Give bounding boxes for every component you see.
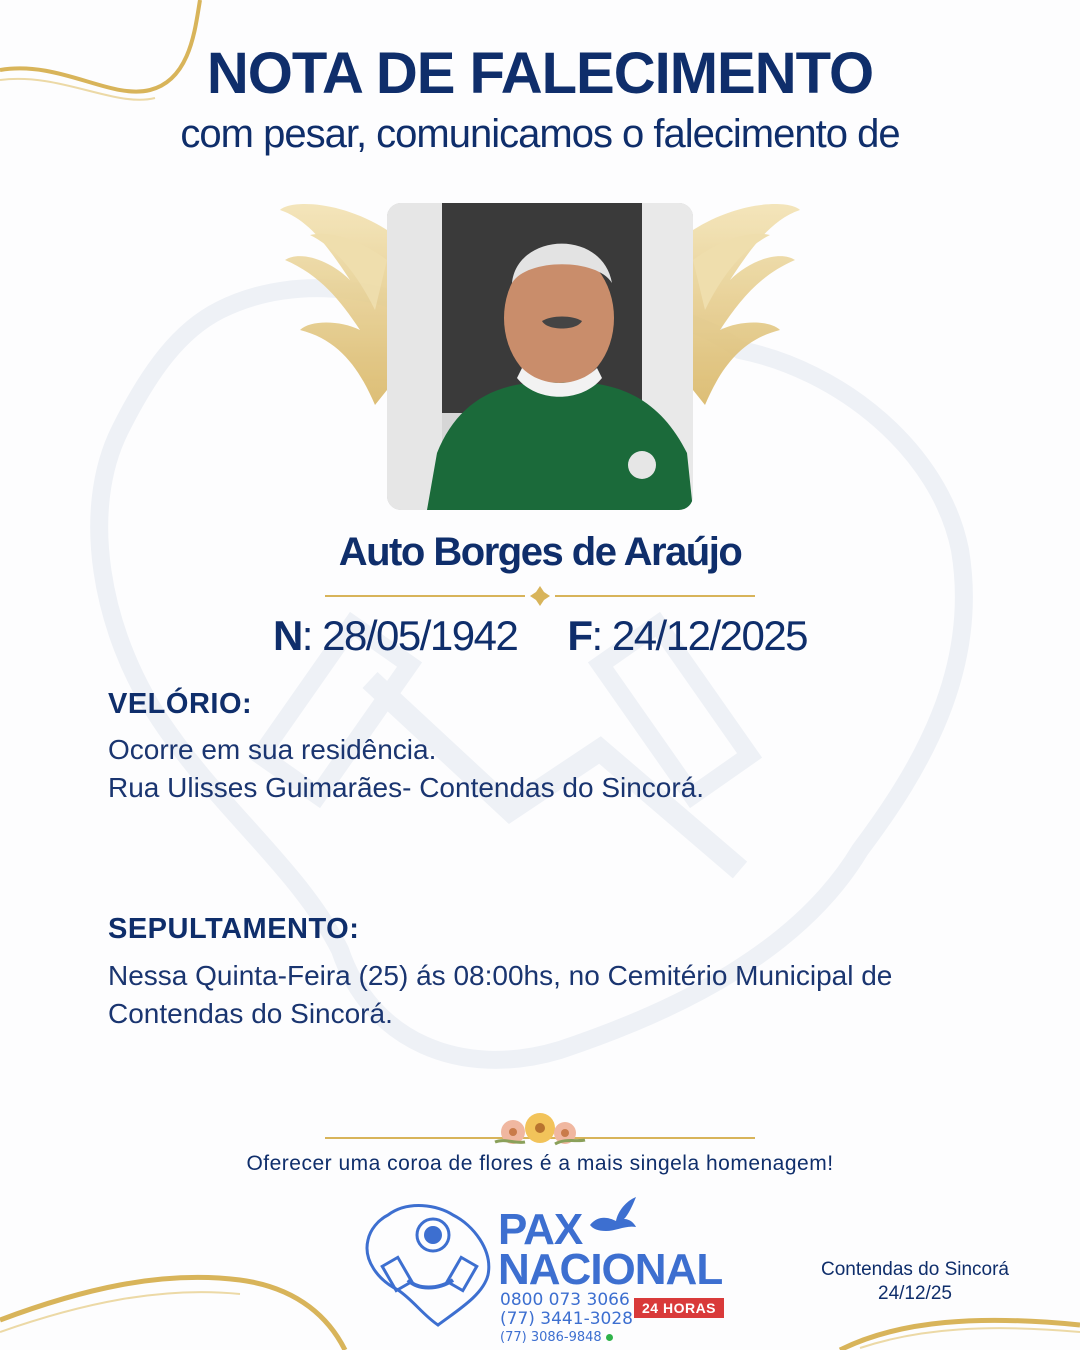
phone-tollfree[interactable]: 0800 073 3066 bbox=[500, 1290, 630, 1310]
location-date bbox=[800, 1258, 1030, 1306]
pax-nacional-emblem-icon bbox=[358, 1195, 498, 1330]
publish-date: 24/12/25 bbox=[878, 1283, 952, 1304]
dove-icon bbox=[588, 1195, 638, 1235]
burial-details bbox=[108, 957, 988, 1033]
flowers-divider bbox=[325, 1108, 755, 1158]
brand-name-line1: PAX bbox=[498, 1205, 583, 1254]
life-dates bbox=[0, 612, 1080, 660]
wake-heading: VELÓRIO: bbox=[108, 688, 253, 720]
wake-details bbox=[108, 731, 988, 807]
burial-heading: SEPULTAMENTO: bbox=[108, 913, 360, 945]
page-title: NOTA DE FALECIMENTO bbox=[206, 41, 874, 106]
whatsapp-icon bbox=[606, 1334, 613, 1341]
burial-line: Contendas do Sincorá. bbox=[108, 998, 393, 1029]
location-name: Contendas do Sincorá bbox=[820, 1259, 1009, 1280]
burial-line: Nessa Quinta-Feira (25) ás 08:00hs, no Cemitério Municipal de bbox=[108, 960, 893, 991]
bottom-left-swoosh bbox=[0, 1270, 360, 1350]
birth-label: N bbox=[272, 612, 302, 659]
phone-landline[interactable]: (77) 3441-3028 bbox=[500, 1309, 633, 1329]
deceased-name: Auto Borges de Araújo bbox=[338, 530, 742, 574]
phone-numbers bbox=[500, 1291, 633, 1346]
bottom-right-swoosh bbox=[820, 1300, 1080, 1350]
gold-divider bbox=[325, 586, 755, 606]
page-subtitle: com pesar, comunicamos o falecimento de bbox=[180, 112, 900, 156]
birth-date: : 28/05/1942 bbox=[301, 612, 518, 659]
deceased-photo bbox=[387, 203, 693, 510]
death-date: : 24/12/2025 bbox=[591, 612, 808, 659]
brand-name-line2: NACIONAL bbox=[498, 1245, 723, 1294]
death-label: F bbox=[567, 612, 592, 659]
wake-line: Rua Ulisses Guimarães- Contendas do Sincorá. bbox=[108, 772, 705, 803]
24h-badge: 24 HORAS bbox=[634, 1298, 724, 1318]
wake-line: Ocorre em sua residência. bbox=[108, 734, 437, 765]
tagline: Oferecer uma coroa de flores é a mais singela homenagem! bbox=[246, 1152, 834, 1175]
phone-whatsapp[interactable]: (77) 3086-9848 bbox=[500, 1329, 633, 1346]
